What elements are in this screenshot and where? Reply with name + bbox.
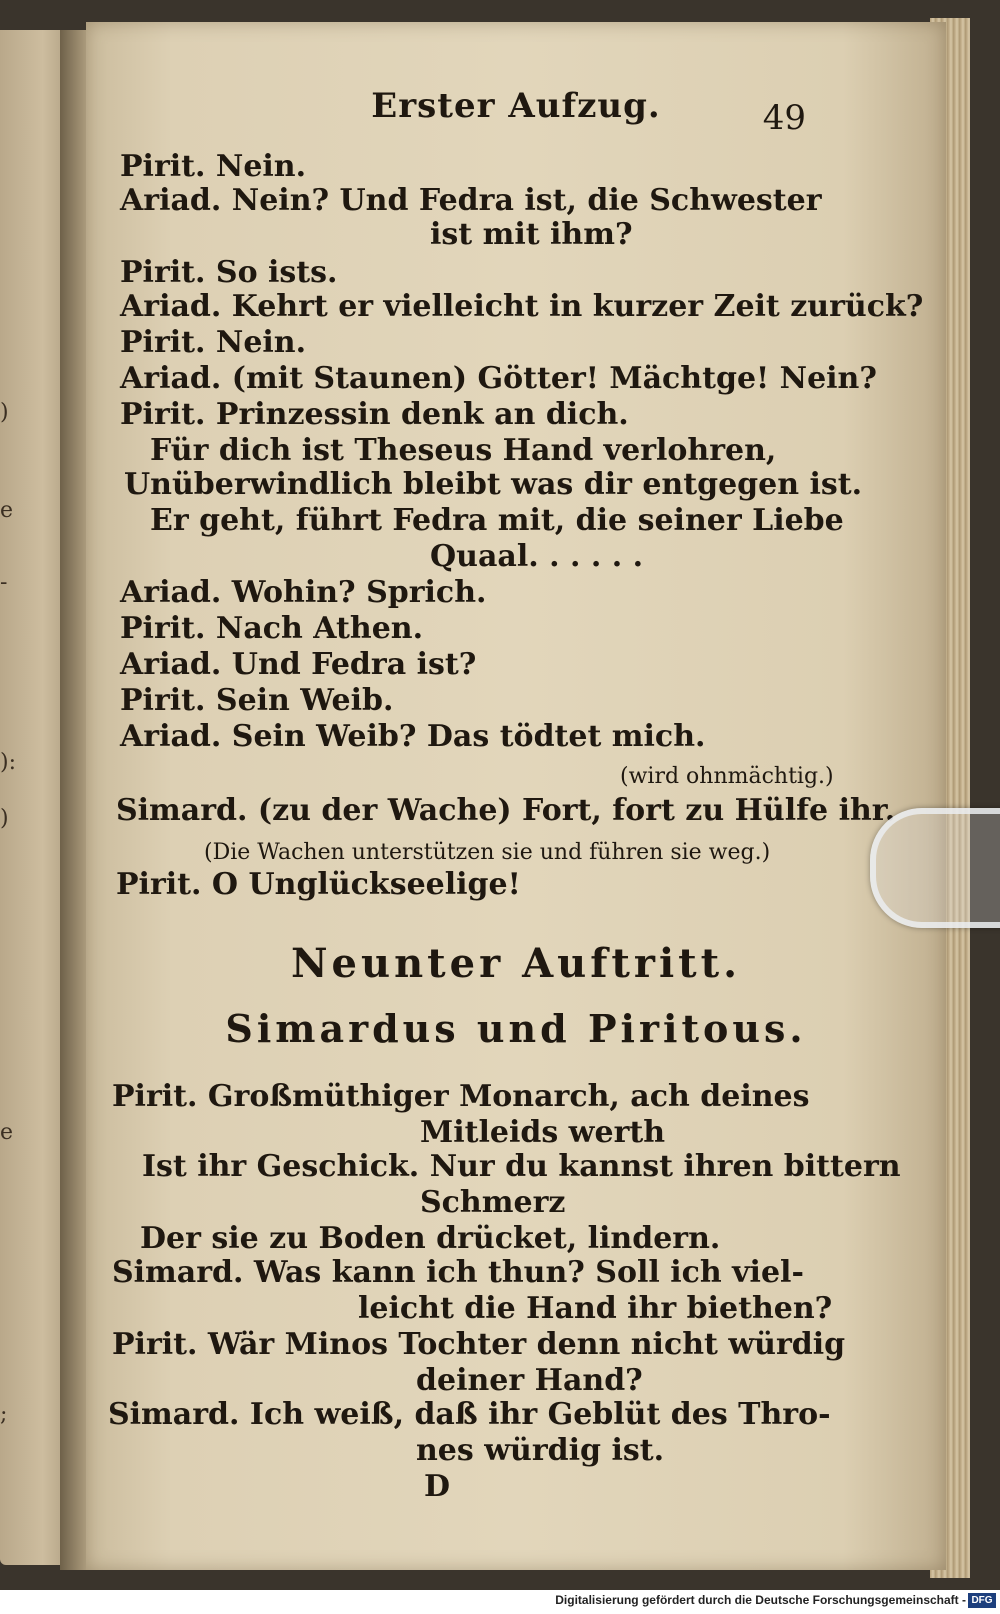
dfg-logo: DFG	[968, 1593, 996, 1608]
text-line: Schmerz	[420, 1185, 566, 1220]
text-line: Pirit. Sein Weib.	[120, 683, 394, 718]
text-line: Pirit. So ists.	[120, 255, 338, 290]
left-page-fragment: e	[0, 498, 14, 523]
text-line: Pirit. Wär Minos Tochter denn nicht würdig	[112, 1327, 846, 1362]
left-page-fragment: e	[0, 1120, 14, 1145]
text-line: deiner Hand?	[416, 1363, 643, 1398]
stage-direction: (wird ohnmächtig.)	[620, 764, 834, 789]
text-line: Ariad. (mit Staunen) Götter! Mächtge! Nein?	[120, 361, 877, 396]
stage-direction: (Die Wachen unterstützen sie und führen sie weg.)	[204, 840, 771, 865]
text-line: Simard. (zu der Wache) Fort, fort zu Hülfe ihr.	[116, 793, 896, 828]
left-page-fragment: -	[0, 570, 8, 595]
book-page	[86, 22, 946, 1570]
text-line: Ariad. Und Fedra ist?	[120, 647, 477, 682]
left-page-fragment: )	[0, 400, 9, 425]
scene-title: Neunter Auftritt.	[290, 940, 742, 987]
text-line: Er geht, führt Fedra mit, die seiner Liebe	[150, 503, 844, 538]
text-line: Ariad. Nein? Und Fedra ist, die Schwester	[120, 183, 822, 218]
text-line: Pirit. Prinzessin denk an dich.	[120, 397, 629, 432]
text-line: Quaal. . . . . .	[430, 539, 644, 574]
text-line: Ariad. Sein Weib? Das tödtet mich.	[120, 719, 706, 754]
text-line: Der sie zu Boden drücket, lindern.	[140, 1221, 721, 1256]
text-line: ist mit ihm?	[430, 217, 633, 252]
left-page-fragment: ):	[0, 750, 16, 775]
signature-mark: D	[424, 1469, 451, 1504]
text-line: Für dich ist Theseus Hand verlohren,	[150, 433, 777, 468]
text-line: Ist ihr Geschick. Nur du kannst ihren bittern	[142, 1149, 901, 1184]
page-clip	[870, 808, 1000, 928]
text-line: Pirit. Nein.	[120, 325, 307, 360]
text-line: Mitleids werth	[420, 1115, 666, 1150]
left-page-fragment: )	[0, 806, 9, 831]
running-header: Erster Aufzug.	[371, 86, 661, 126]
left-page-fragment: ;	[0, 1402, 8, 1427]
text-line: nes würdig ist.	[416, 1433, 665, 1468]
text-line: Ariad. Kehrt er vielleicht in kurzer Zeit zurück?	[120, 289, 924, 324]
text-line: Pirit. Nach Athen.	[120, 611, 424, 646]
footer-credit: Digitalisierung gefördert durch die Deutsche Forschungsgemeinschaft -	[555, 1593, 966, 1607]
text-line: Unüberwindlich bleibt was dir entgegen ist.	[124, 467, 863, 502]
text-line: Pirit. O Unglückseelige!	[116, 867, 521, 902]
text-line: Pirit. Nein.	[120, 149, 307, 184]
text-line: Simard. Was kann ich thun? Soll ich viel-	[112, 1255, 804, 1290]
text-line: leicht die Hand ihr biethen?	[358, 1291, 833, 1326]
page-number: 49	[762, 98, 806, 138]
text-line: Pirit. Großmüthiger Monarch, ach deines	[112, 1079, 810, 1114]
text-line: Simard. Ich weiß, daß ihr Geblüt des Thro-	[108, 1397, 831, 1432]
page-content	[86, 22, 946, 1570]
scene-characters: Simardus und Piritous.	[225, 1006, 807, 1051]
text-line: Ariad. Wohin? Sprich.	[120, 575, 487, 610]
